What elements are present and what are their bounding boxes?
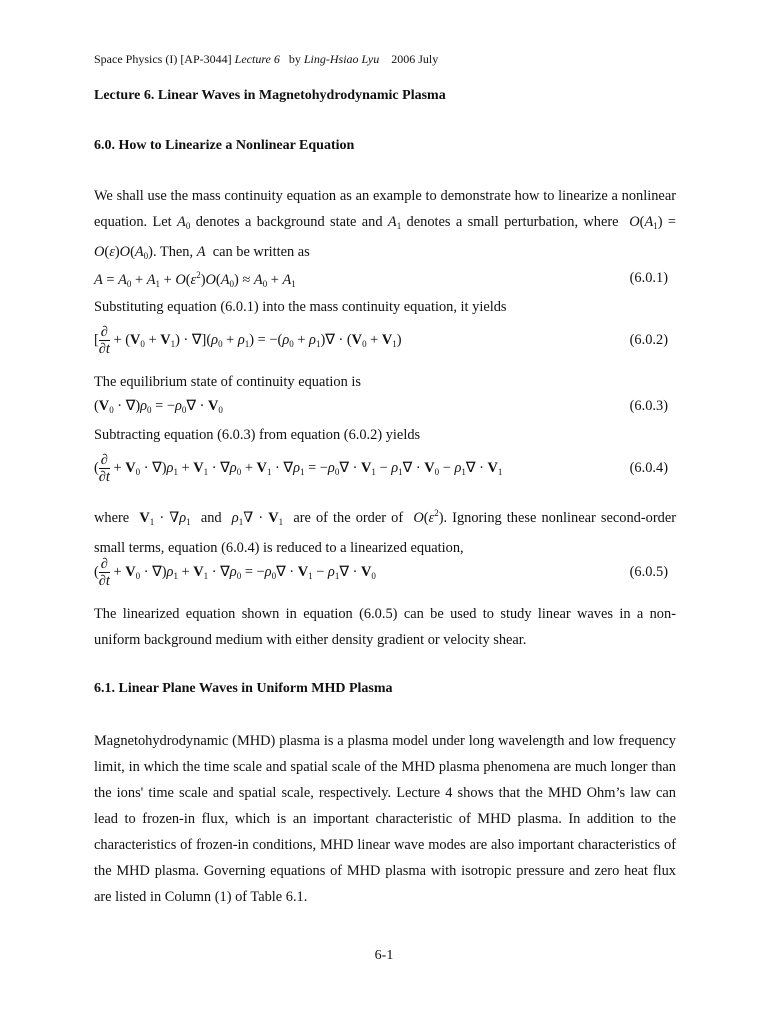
header-date: 2006 July (391, 52, 439, 66)
equation-6-0-2: [ $\frac{\partial}{\partial t}$ + $(V_0 + V_1) \cdot \nabla](\rho_0 + \rho_1) = -(\rho_0 + \rho_1)\nabla \cdot (V_0 + V_1)$ (6.0.2) (94, 324, 668, 357)
text-line: The equilibrium state of continuity equation is (94, 374, 361, 390)
intro-paragraph: We shall use the mass continuity equation as an example to demonstrate how to linearize a nonlinear equation. Let $A_0$ denotes a background state and $A_1$ denotes a small perturbation, where $O(A_1) = O(\varepsilon)O(A_0)$. Then, A can be written as (94, 188, 677, 261)
lecture-title: Lecture 6. Linear Waves in Magnetohydrodynamic Plasma (94, 88, 446, 103)
section-heading-6-0: 6.0. How to Linearize a Nonlinear Equation (94, 138, 355, 153)
lecture-label: Lecture 6 (234, 52, 280, 66)
equation-number: (6.0.2) (629, 332, 668, 348)
equation-6-0-5: ( $\frac{\partial}{\partial t}$ + $V_0 \cdot \nabla)\rho_1 + V_1 \cdot \nabla\rho_0 = -\rho_0\nabla \cdot V_1 - \rho_1\nabla \cdot V_0$ (6.0.5) (94, 556, 668, 589)
author-name: Ling-Hsiao Lyu (303, 52, 380, 66)
section-heading-6-1: 6.1. Linear Plane Waves in Uniform MHD Plasma (94, 681, 393, 696)
equation-number: (6.0.3) (629, 398, 668, 414)
text-line: Substituting equation (6.0.1) into the mass continuity equation, it yields (94, 299, 507, 315)
equation-number: (6.0.4) (629, 460, 668, 476)
equation-number: (6.0.5) (629, 564, 668, 580)
page-number: 6-1 (374, 948, 394, 963)
equation-6-0-3: $(V_0 \cdot \nabla)\rho_0 = -\rho_0\nabla \cdot V_0$ (6.0.3) (94, 398, 668, 415)
closing-paragraph: The linearized equation shown in equation (6.0.5) can be used to study linear waves in a non-uniform background medium with either density gradient or velocity shear. (94, 606, 676, 648)
equation-6-0-4: ( $\frac{\partial}{\partial t}$ + $V_0 \cdot \nabla)\rho_1 + V_1 \cdot \nabla\rho_0 + V_1 \cdot \nabla\rho_1 = -\rho_0\nabla \cdot V_1 - \rho_1\nabla \cdot V_0 - \rho_1\nabla \cdot V_1$ (6.0.4) (94, 452, 668, 485)
where-paragraph: where $V_1 \cdot \nabla\rho_1$ and $\rho_1\nabla \cdot V_1$ are of the order of $O(\varepsilon^2)$. Ignoring these nonlinear second-order small terms, equation (6.0.4) is reduced to a linearized equation, (94, 508, 676, 556)
mhd-paragraph: Magnetohydrodynamic (MHD) plasma is a plasma model under long wavelength and low frequency limit, in which the time scale and spatial scale of the MHD plasma phenomena are much longer than the ions' time scale and spatial scale, respectively. Lecture 4 shows that the MHD Ohm’s law can lead to frozen-in flux, which is an important characteristic of MHD plasma. In addition to the characteristics of frozen-in conditions, MHD linear wave modes are also important characteristics of the MHD plasma. Governing equations of MHD plasma with isotropic pressure and zero heat flux are listed in Column (1) of Table 6.1. (94, 733, 676, 905)
course-label: Space Physics (I) [AP-3044] (94, 52, 232, 66)
running-header (94, 52, 438, 66)
equation-6-0-1: $A = A_0 + A_1 + O(\varepsilon^2)O(A_0) \approx A_0 + A_1$ (6.0.1) (94, 270, 668, 289)
equation-number: (6.0.1) (629, 270, 668, 286)
text-line: Subtracting equation (6.0.3) from equation (6.0.2) yields (94, 427, 421, 443)
by-label: by (288, 52, 301, 66)
